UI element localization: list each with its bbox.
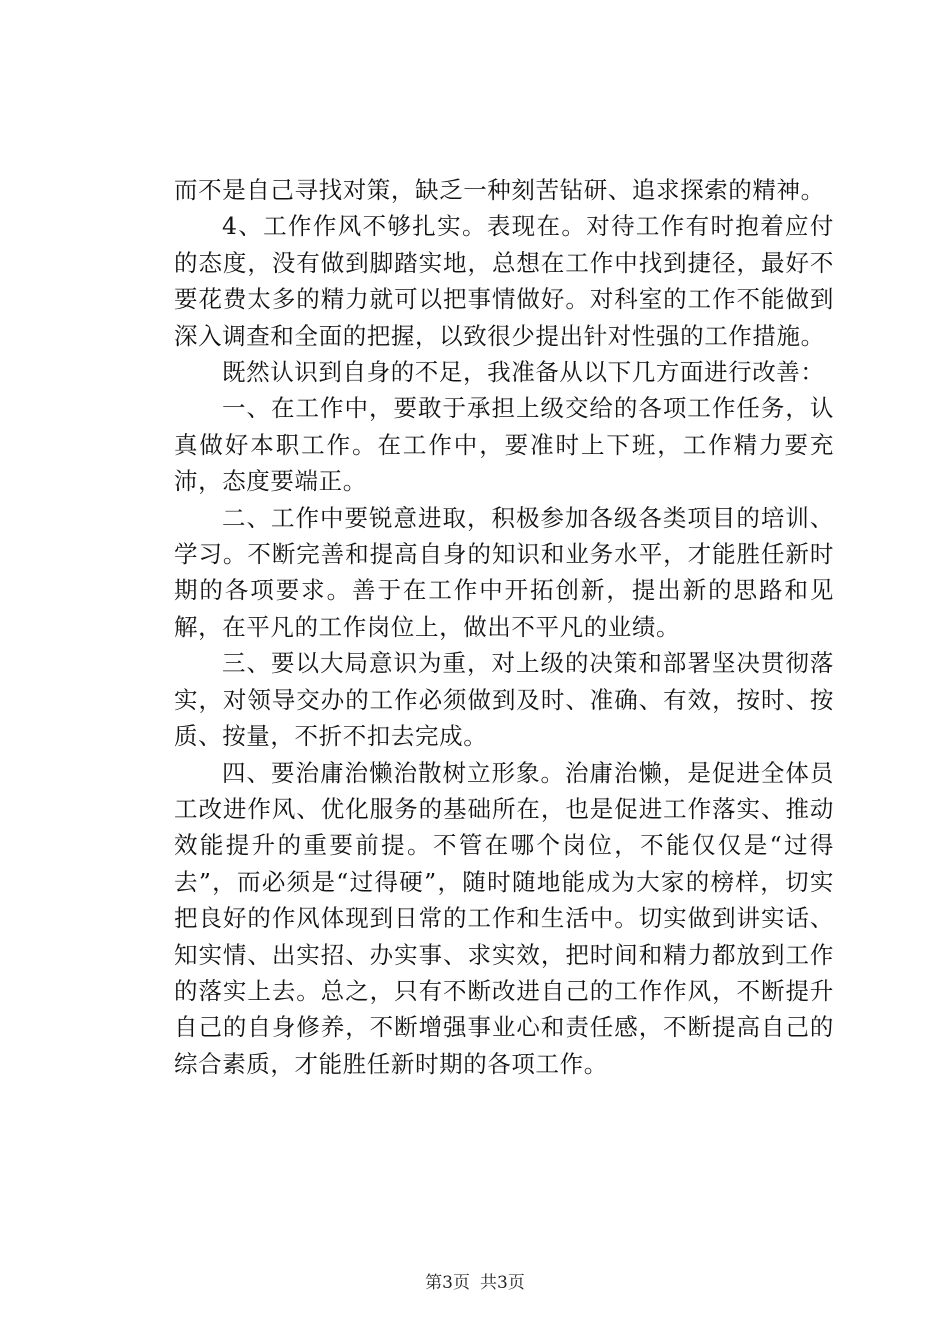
paragraph-4: 一、在工作中，要敢于承担上级交给的各项工作任务，认真做好本职工作。在工作中，要准时上下班，工作精力要充沛，态度要端正。: [174, 394, 834, 496]
paragraph-5: 二、工作中要锐意进取，积极参加各级各类项目的培训、学习。不断完善和提高自身的知识和业务水平，才能胜任新时期的各项要求。善于在工作中开拓创新，提出新的思路和见解，在平凡的工作岗位上，做出不平凡的业绩。: [174, 503, 834, 641]
page-number-current: 第3页: [425, 1273, 470, 1293]
document-body: [174, 172, 834, 1082]
page-number-total: 共3页: [480, 1273, 525, 1293]
paragraph-6: 三、要以大局意识为重，对上级的决策和部署坚决贯彻落实，对领导交办的工作必须做到及时、准确、有效，按时、按质、按量，不折不扣去完成。: [174, 649, 834, 751]
page-footer: [0, 1272, 950, 1294]
paragraph-7: 四、要治庸治懒治散树立形象。治庸治懒，是促进全体员工改进作风、优化服务的基础所在，也是促进工作落实、推动效能提升的重要前提。不管在哪个岗位，不能仅仅是“过得去”，而必须是“过得硬”，随时随地能成为大家的榜样，切实把良好的作风体现到日常的工作和生活中。切实做到讲实话、知实情、出实招、办实事、求实效，把时间和精力都放到工作的落实上去。总之，只有不断改进自己的工作作风，不断提升自己的自身修养，不断增强事业心和责任感，不断提高自己的综合素质，才能胜任新时期的各项工作。: [174, 758, 834, 1078]
paragraph-2: 4、工作作风不够扎实。表现在。对待工作有时抱着应付的态度，没有做到脚踏实地，总想在工作中找到捷径，最好不要花费太多的精力就可以把事情做好。对科室的工作不能做到深入调查和全面的把握，以致很少提出针对性强的工作措施。: [174, 212, 834, 350]
paragraph-1: 而不是自己寻找对策，缺乏一种刻苦钻研、追求探索的精神。: [174, 176, 825, 204]
paragraph-3: 既然认识到自身的不足，我准备从以下几方面进行改善：: [222, 358, 825, 387]
